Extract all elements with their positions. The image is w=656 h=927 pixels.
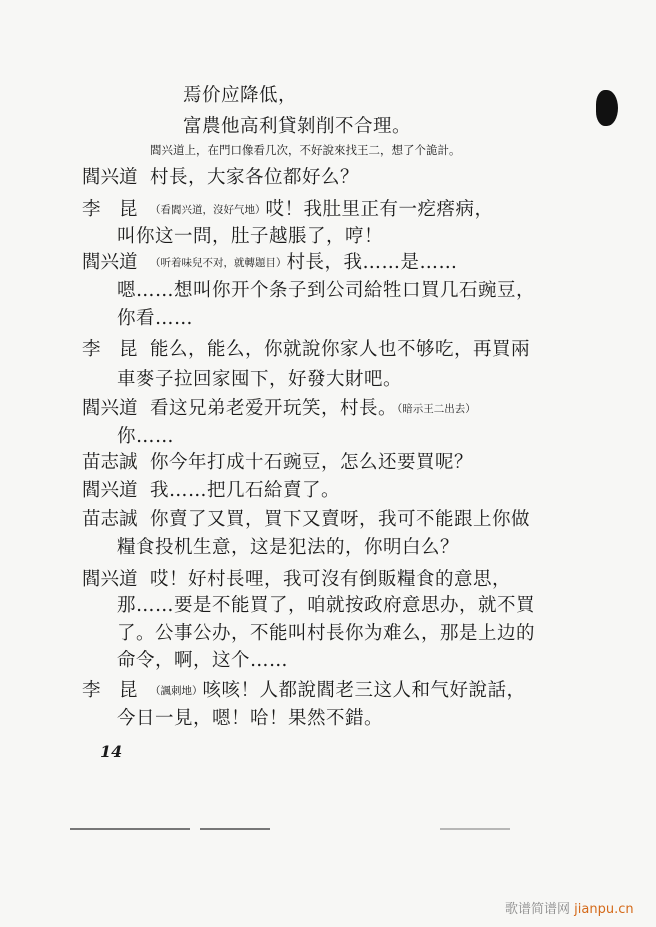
scan-mark bbox=[70, 828, 190, 830]
dialogue-text: 叫你这一問，肚子越脹了，哼！ bbox=[117, 226, 384, 247]
speaker: 李 昆 bbox=[82, 199, 138, 220]
dialogue-text: 能么，能么，你就說你家人也不够吃，再買兩 bbox=[150, 339, 531, 360]
dialogue-text: 哎！我肚里正有一疙瘩病， bbox=[265, 199, 494, 220]
dialogue-text: 命令，啊，这个…… bbox=[117, 650, 289, 671]
speaker: 閻兴道 bbox=[82, 569, 138, 590]
dialogue-line bbox=[150, 198, 494, 222]
speaker: 苗志誠 bbox=[82, 452, 138, 473]
dialogue-text: 糧食投机生意，这是犯法的，你明白么？ bbox=[117, 537, 460, 558]
dialogue-text: 你今年打成十石豌豆，怎么还要買呢？ bbox=[150, 452, 474, 473]
dialogue-line bbox=[150, 251, 458, 275]
dialogue-text: 你…… bbox=[117, 426, 175, 447]
dialogue-text: 村長，我……是…… bbox=[286, 252, 458, 273]
stage-direction: （諷刺地） bbox=[150, 685, 203, 697]
dialogue-line bbox=[150, 397, 476, 421]
speaker: 李 昆 bbox=[82, 339, 138, 360]
watermark bbox=[505, 898, 634, 917]
dialogue-text: 村長，大家各位都好么？ bbox=[150, 167, 360, 188]
stage-direction: （听着味兒不对，就轉題目） bbox=[150, 257, 287, 269]
dialogue-text: 嗯……想叫你开个条子到公司給牲口買几石豌豆， bbox=[117, 280, 536, 301]
dialogue-text: 那……要是不能買了，咱就按政府意思办，就不買 bbox=[117, 595, 536, 616]
speaker: 閻兴道 bbox=[82, 252, 138, 273]
dialogue-text: 我……把几石給賣了。 bbox=[150, 480, 341, 501]
verse-line: 富農他高利貸剝削不合理。 bbox=[183, 116, 412, 137]
stage-direction: 閻兴道上，在門口像看几次，不好說來找王二，想了个詭計。 bbox=[150, 143, 461, 157]
dialogue-line bbox=[150, 679, 526, 703]
watermark-text: 歌谱简谱网 bbox=[505, 902, 571, 917]
dialogue-text: 哎！好村長哩，我可沒有倒販糧食的意思， bbox=[150, 569, 512, 590]
stage-direction: （暗示王二出去） bbox=[397, 403, 476, 415]
scan-mark bbox=[200, 828, 270, 830]
dialogue-text: 看这兄弟老爱开玩笑，村長。 bbox=[150, 398, 398, 419]
speaker: 閻兴道 bbox=[82, 398, 138, 419]
dialogue-text: 車麥子拉回家囤下，好發大財吧。 bbox=[117, 369, 403, 390]
speaker: 苗志誠 bbox=[82, 509, 138, 530]
page-number: 14 bbox=[100, 742, 123, 761]
stage-direction: （看閻兴道，沒好气地） bbox=[150, 204, 266, 216]
dialogue-text: 咳咳！人都說閻老三这人和气好說話， bbox=[202, 680, 526, 701]
watermark-url: jianpu.cn bbox=[574, 902, 634, 917]
dialogue-text: 你看…… bbox=[117, 308, 194, 329]
speaker: 李 昆 bbox=[82, 680, 138, 701]
verse-line: 焉价应降低， bbox=[183, 85, 298, 106]
ink-blot bbox=[596, 90, 618, 126]
speaker: 閻兴道 bbox=[82, 167, 138, 188]
speaker: 閻兴道 bbox=[82, 480, 138, 501]
scan-mark bbox=[440, 828, 510, 830]
dialogue-text: 了。公事公办，不能叫村長你为难么，那是上边的 bbox=[117, 623, 536, 644]
dialogue-text: 今日一見，嗯！哈！果然不錯。 bbox=[117, 708, 384, 729]
dialogue-text: 你賣了又買，買下又賣呀，我可不能跟上你做 bbox=[150, 509, 531, 530]
